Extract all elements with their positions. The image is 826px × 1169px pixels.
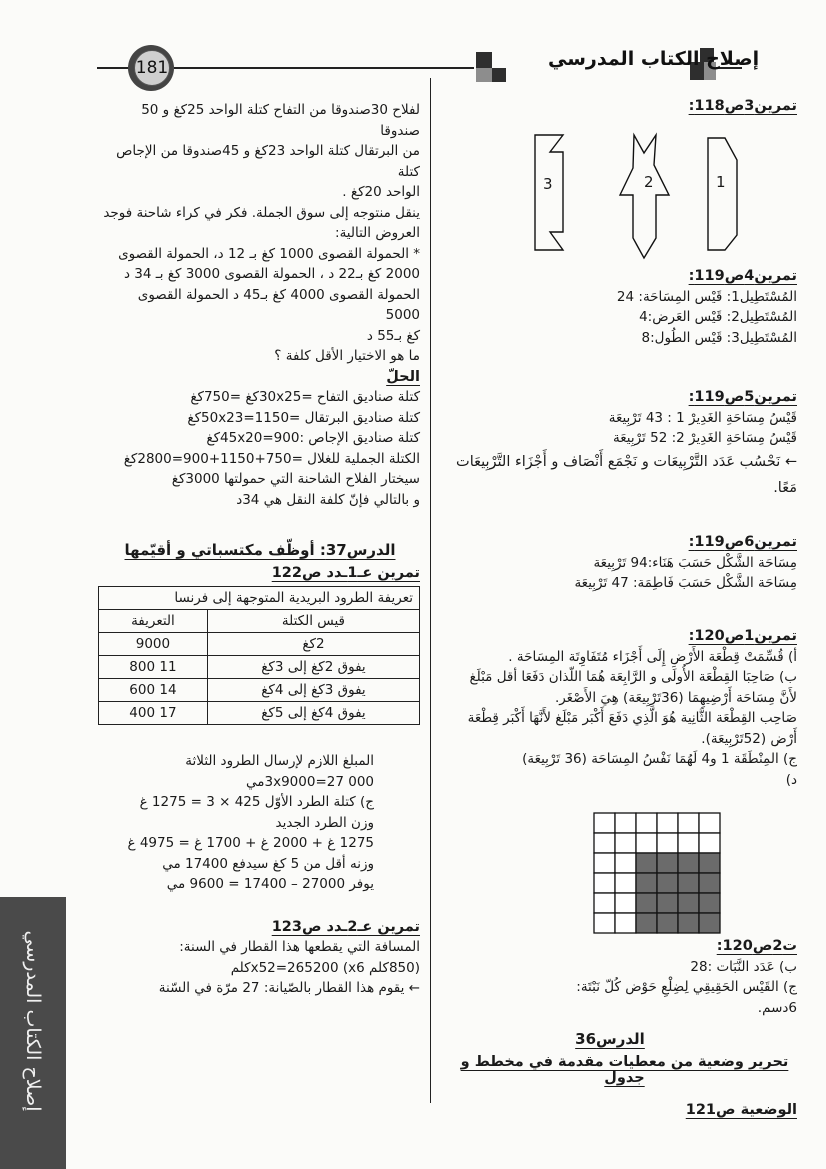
- side-tab-label: إصلاح الكتاب المدرسي: [22, 930, 44, 1112]
- exercise-1-title: تمرين عـ1ـدد ص122: [271, 564, 420, 581]
- grid-cell-shaded: [636, 913, 657, 933]
- exercise-6-block: [452, 532, 797, 594]
- grid-cell-shaded: [678, 913, 699, 933]
- text-line: ج) كتلة الطرد الأوّل 425 × 3 = 1275 غ: [139, 794, 374, 810]
- exercise-1-120-block: [452, 626, 797, 790]
- text-line: العروض التالية:: [335, 225, 420, 241]
- exercise-2-title: تمرين عـ2ـدد ص123: [271, 918, 420, 935]
- table-row: [99, 679, 420, 702]
- text-line: الواحد 20كغ .: [342, 184, 420, 200]
- grid-cell: [615, 813, 636, 833]
- grid-cell-shaded: [657, 913, 678, 933]
- text-line: سيختار الفلاح الشاحنة التي حمولتها 3000كغ: [171, 471, 420, 487]
- table-cell: 9000: [99, 633, 208, 656]
- grid-cell-shaded: [699, 873, 720, 893]
- shape-label: 3: [543, 175, 553, 193]
- table-header: قيس الكتلة: [207, 610, 419, 633]
- grid-cell: [636, 833, 657, 853]
- table-cell: يفوق 2كغ إلى 3كغ: [207, 656, 419, 679]
- exercise-5-title: تمرين5ص119:: [688, 389, 797, 405]
- grid-cell: [615, 833, 636, 853]
- grid-cell-shaded: [657, 853, 678, 873]
- header-square-icon: [476, 68, 492, 82]
- grid-cell-shaded: [657, 893, 678, 913]
- shapes-figure: [530, 130, 770, 270]
- text-line: قَيْسُ مِسَاحَةِ الغَدِيرْ 1 : 43 تَرْبِيعَة: [608, 409, 797, 426]
- grid-cell-shaded: [678, 853, 699, 873]
- column-divider: [430, 78, 431, 1103]
- table-cell: يفوق 4كغ إلى 5كغ: [207, 702, 419, 725]
- header-rule-middle: [174, 67, 474, 69]
- text-line: 1275 غ + 2000 غ + 1700 غ = 4975 غ: [127, 835, 374, 851]
- shape-1: [708, 138, 737, 250]
- table-row: [99, 656, 420, 679]
- text-line: كتلة صناديق الإجاص :45x20=900كغ: [206, 430, 420, 446]
- table-cell: 11 800: [99, 656, 208, 679]
- grid-cell: [615, 853, 636, 873]
- table-header: التعريفة: [99, 610, 208, 633]
- text-line: ج) المِنْطَقَة 1 و4 لَهُمَا نَفْسُ المِسَاحَة (36 تَرْبِيعَة): [522, 751, 797, 767]
- grid-cell: [594, 833, 615, 853]
- grid-cell: [636, 813, 657, 833]
- header-rule-left: [97, 67, 129, 69]
- table-cell: يفوق 3كغ إلى 4كغ: [207, 679, 419, 702]
- text-line: د): [785, 771, 797, 788]
- grid-cell-shaded: [657, 873, 678, 893]
- grid-cell: [699, 833, 720, 853]
- text-line: الكتلة الجملية للغلال =750+1150+900=2800كغ: [123, 450, 420, 467]
- exercise-5-block: [452, 387, 797, 501]
- text-line: مِسَاحَة الشَّكْل حَسَبَ هَنَاء:94 تَرْبِيعَة: [593, 554, 797, 571]
- text-line: (850كلم x6) x52=265200كلم: [230, 959, 420, 976]
- text-line: يوفر 27000 – 17400 = 9600 مي: [166, 876, 374, 892]
- grid-cell-shaded: [636, 893, 657, 913]
- grid-cell-shaded: [678, 873, 699, 893]
- text-line: وزن الطرد الجديد: [275, 814, 374, 831]
- grid-cell: [594, 873, 615, 893]
- lesson-36-title: الدرس36: [575, 1030, 645, 1048]
- grid-cell: [615, 873, 636, 893]
- grid-cell: [594, 853, 615, 873]
- shape-label: 2: [644, 173, 654, 191]
- lesson-36-subtitle: تحرير وضعية من معطيات مقدمة في مخطط و جدول: [460, 1054, 789, 1086]
- grid-cell: [615, 913, 636, 933]
- text-line: ينقل منتوجه إلى سوق الجملة. فكر في كراء شاحنة فوجد: [103, 204, 420, 221]
- table-row: [99, 633, 420, 656]
- text-line: ما هو الاختيار الأقل كلفة ؟: [274, 348, 420, 364]
- grid-cell-shaded: [636, 873, 657, 893]
- text-line: الحمولة القصوى 4000 كغ بـ45 د الحمولة القصوى 5000: [137, 286, 420, 323]
- grid-cell: [615, 893, 636, 913]
- book-title: إصلاح الكتاب المدرسي: [548, 48, 760, 70]
- grid-cell-shaded: [699, 853, 720, 873]
- text-line: كغ بـ55 د: [366, 327, 420, 344]
- left-column: [100, 100, 420, 999]
- text-line: وزنه أقل من 5 كغ سيدفع 17400 مي: [162, 855, 374, 872]
- grid-cell: [594, 813, 615, 833]
- text-line: أ) قُسِّمَتْ قِطْعَة الأَرْضِ إِلَى أَجْزَاء مُتَفَاوِتَة المِسَاحَة .: [508, 648, 797, 665]
- page-number: 181: [134, 50, 170, 86]
- lesson-37-title: الدرس37: أوظّف مكتسباتي و أقيّمها: [124, 541, 396, 559]
- text-line: المُسْتَطِيل1: قَيْس المِسَاحَة: 24: [616, 288, 797, 305]
- text-line: المُسْتَطِيل3: قَيْس الطُول:8: [641, 329, 797, 346]
- text-line: قَيْسُ مِسَاحَةِ الغَدِيرْ 2: 52 تَرْبِيعَة: [613, 430, 797, 446]
- grid-cell-shaded: [699, 893, 720, 913]
- exercise-6-title: تمرين6ص119:: [688, 534, 797, 550]
- situation-title: الوضعية ص121: [685, 1102, 797, 1118]
- solution-block: [100, 387, 420, 510]
- grid-cell-shaded: [678, 893, 699, 913]
- table-row: [99, 702, 420, 725]
- table-cell: 17 400: [99, 702, 208, 725]
- area-grid: [593, 812, 724, 934]
- text-line: 3x9000=27 000مي: [246, 773, 374, 790]
- table-caption: تعريفة الطرود البريدية المتوجهة إلى فرنسا: [99, 587, 420, 610]
- exercise-1-120-title: تمرين1ص120:: [688, 628, 797, 644]
- grid-cell: [594, 913, 615, 933]
- grid-cell: [657, 833, 678, 853]
- text-line: ← يقوم هذا القطار بالصّيانة: 27 مرّة في السّنة: [158, 980, 420, 996]
- header-square-icon: [492, 68, 506, 82]
- text-line: و بالتالي فإنّ كلفة النقل هي 34د: [236, 491, 420, 508]
- grid-cell-shaded: [699, 913, 720, 933]
- exercise-3-118-title: تمرين3ص118:: [688, 98, 797, 114]
- header-square-icon: [476, 52, 492, 68]
- text-line: ج) القَيْس الحَقِيقِي لِضِلْعِ حَوْض كُلّ نَبْتَة:: [576, 979, 797, 995]
- text-line: ب) عَدَد النَّبَات :28: [690, 958, 797, 975]
- grid-cell: [699, 813, 720, 833]
- tariff-table: [98, 586, 420, 725]
- text-line: 6دسم.: [757, 999, 797, 1016]
- text-line: ب) صَاحِبَا القِطْعَة الأُولَى و الرَّابِعَة هُمَا اللّذان دَفَعَا أقل مَبْلَغ لأَنَّ مِسَاحَة أَرْضِيهِمَا (36تَرْبِيعَة) هِيَ الأَصْغَر.: [469, 669, 797, 706]
- text-line: كتلة صناديق البرتقال =50x23=1150كغ: [187, 409, 420, 426]
- problem-statement: [100, 100, 420, 367]
- exercise-4-block: [452, 266, 797, 348]
- text-line: صَاحِب القِطْعَة الثَّانِية هُوَ الَّذِي دَفَعَ أَكْبَر مَبْلَغ لأَنَّهَا أَكْبَر قِطْعَة أَرْض (52تَرْبِيعَة).: [467, 710, 797, 747]
- table-cell: 2كغ: [207, 633, 419, 656]
- text-line: 2000 كغ بـ22 د ، الحمولة القصوى 3000 كغ بـ 34 د: [123, 266, 420, 282]
- shape-label: 1: [716, 173, 726, 191]
- solution-heading: الحلّ: [386, 368, 420, 385]
- text-line: مِسَاحَة الشَّكْل حَسَبَ فَاطِمَة: 47 تَرْبِيعَة: [574, 575, 797, 591]
- text-line: ← نَحْسُب عَدَد التَّرْبِيعَات و نَجْمَع أَنْصَاف و أَجْزَاء التَّرْبِيعَات مَعًا.: [456, 453, 797, 496]
- text-line: المبلغ اللازم لإرسال الطرود الثلاثة: [185, 753, 374, 769]
- shape-2: [620, 135, 669, 258]
- exercise-2-120-block: [452, 936, 797, 1018]
- exercise-2-120-title: ت2ص120:: [716, 938, 797, 954]
- calculation-block: [100, 751, 420, 895]
- grid-cell: [678, 813, 699, 833]
- grid-cell: [678, 833, 699, 853]
- table-cell: 14 600: [99, 679, 208, 702]
- text-line: المسافة التي يقطعها هذا القطار في السنة:: [179, 939, 420, 955]
- grid-cell-shaded: [636, 853, 657, 873]
- grid-cell: [594, 893, 615, 913]
- text-line: * الحمولة القصوى 1000 كغ بـ 12 د، الحمولة القصوى: [118, 245, 420, 262]
- text-line: المُسْتَطِيل2: قَيْس العَرض:4: [639, 309, 797, 325]
- exercise-4-title: تمرين4ص119:: [688, 268, 797, 284]
- text-line: لفلاح 30صندوقا من التفاح كتلة الواحد 25كغ و 50 صندوقا: [141, 102, 420, 139]
- text-line: كتلة صناديق التفاح =30x25كغ =750كغ: [190, 389, 420, 405]
- text-line: من البرتقال كتلة الواحد 23كغ و 45صندوقا من الإجاص كتلة: [116, 143, 420, 180]
- grid-cell: [657, 813, 678, 833]
